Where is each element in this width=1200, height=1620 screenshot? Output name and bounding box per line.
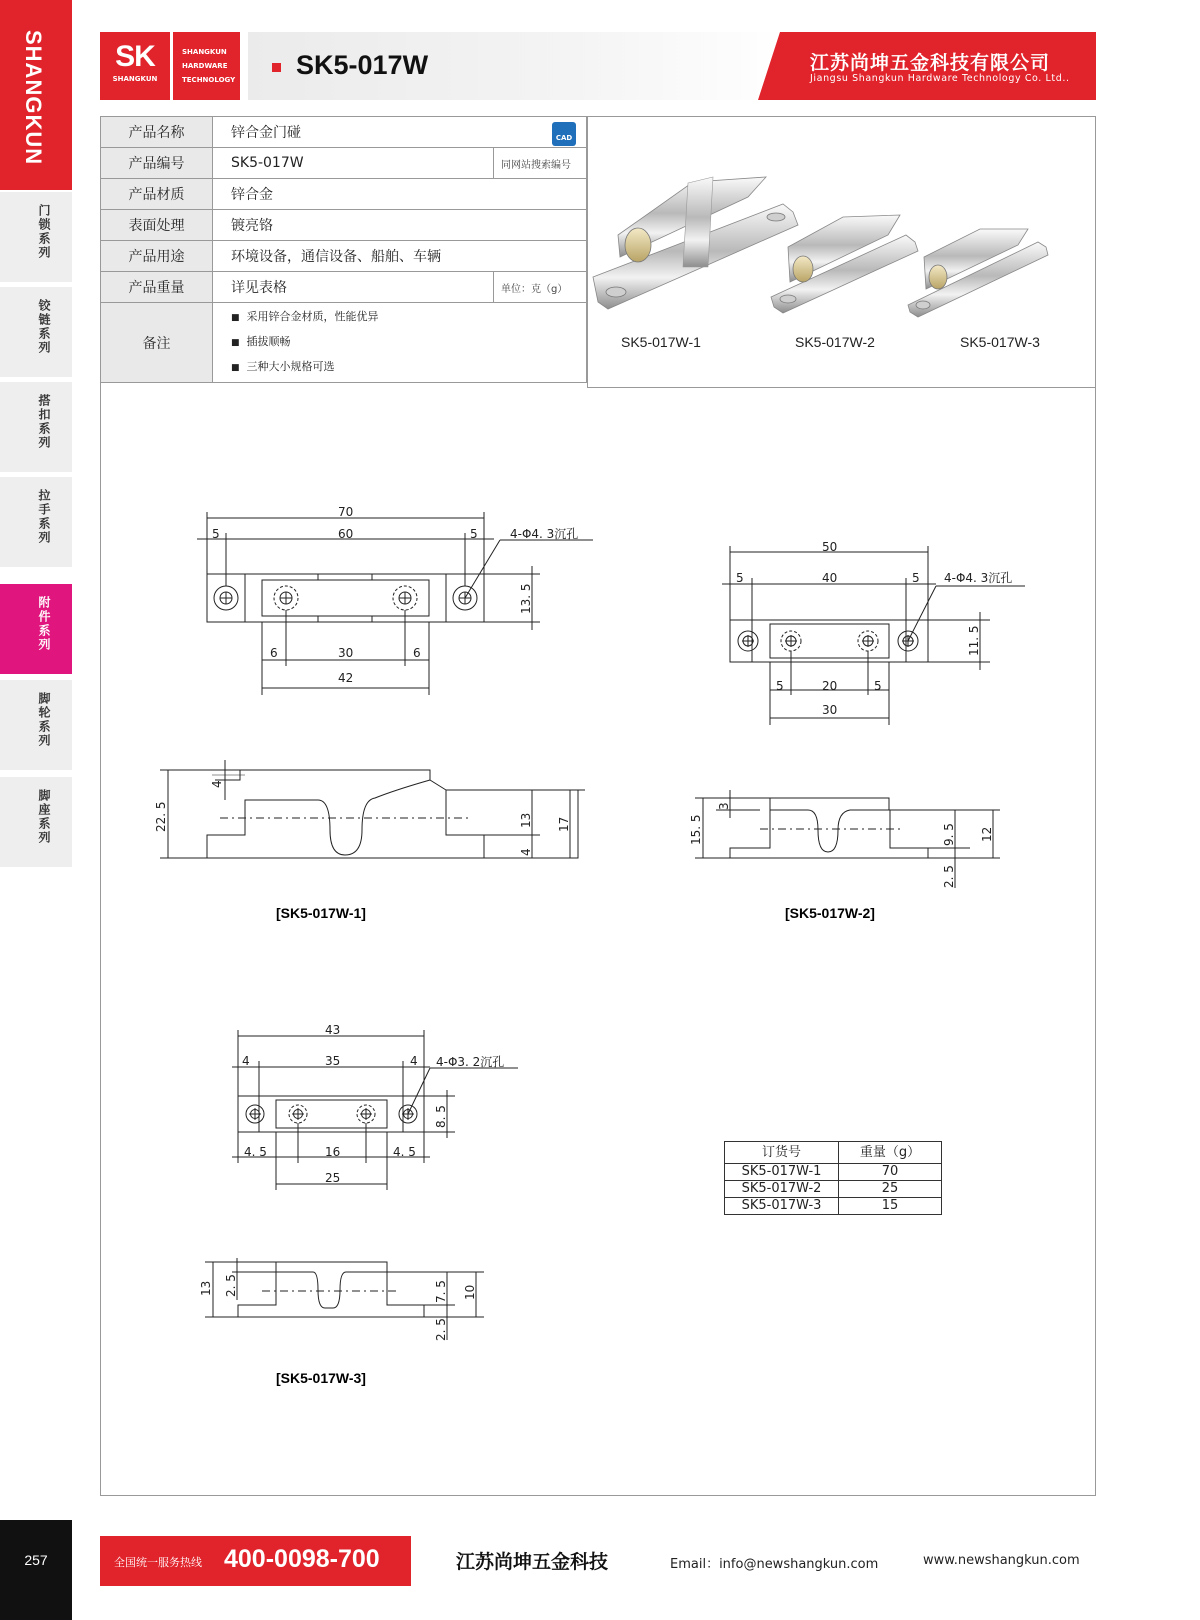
weight-value: 70 <box>839 1164 942 1181</box>
dim-label: 43 <box>325 1023 341 1037</box>
dim-note: 4-Φ4. 3沉孔 <box>944 571 1013 585</box>
dim-label: 22. 5 <box>154 801 168 832</box>
spec-side-note: 同网站搜索编号 <box>494 148 587 179</box>
spec-label: 产品用途 <box>101 241 213 272</box>
brand-vertical-text: SHANGKUN <box>21 30 46 166</box>
dim-label: 5 <box>470 527 478 541</box>
order-no: SK5-017W-2 <box>725 1181 839 1198</box>
dim-label: 42 <box>338 671 354 685</box>
footer-company: 江苏尚坤五金科技 <box>456 1551 609 1573</box>
dim-label: 50 <box>822 540 838 554</box>
drawing-3-plan <box>232 1030 518 1190</box>
sidebar-tab-label: 附件系列 <box>37 596 51 652</box>
table-row <box>725 1181 942 1198</box>
spec-label: 产品材质 <box>101 179 213 210</box>
dim-label: 16 <box>325 1145 341 1159</box>
dim-label: 20 <box>822 679 838 693</box>
note-item: ■ 插拔顺畅 <box>231 330 586 355</box>
sidebar-tab-label: 脚座系列 <box>37 789 51 845</box>
dim-label: 7. 5 <box>434 1280 448 1303</box>
drawing-caption-3: [SK5-017W-3] <box>276 1370 366 1386</box>
product-label-2: SK5-017W-2 <box>795 334 875 350</box>
dim-label: 4. 5 <box>393 1145 416 1159</box>
weight-table <box>724 1141 942 1215</box>
sidebar-tab-label: 脚轮系列 <box>37 692 51 748</box>
company-name-cn: 江苏尚坤五金科技有限公司 <box>810 52 1051 74</box>
dim-label: 9. 5 <box>942 823 956 846</box>
spec-label: 备注 <box>101 303 213 383</box>
dim-label: 4 <box>210 780 224 788</box>
dim-label: 5 <box>212 527 220 541</box>
dim-label: 70 <box>338 505 354 519</box>
dim-label: 30 <box>338 646 354 660</box>
logo-word: SHANGKUN <box>182 48 227 56</box>
footer-email-link[interactable]: Email：info@newshangkun.com <box>670 1557 879 1572</box>
dim-label: 3 <box>717 802 731 810</box>
sidebar-tab-label: 门锁系列 <box>37 204 51 260</box>
drawing-1-side <box>160 760 585 858</box>
dim-label: 5 <box>912 571 920 585</box>
dim-label: 6 <box>413 646 421 660</box>
dim-label: 4 <box>519 848 533 856</box>
product-label-3: SK5-017W-3 <box>960 334 1040 350</box>
dim-label: 13 <box>519 812 533 828</box>
footer-website-link[interactable]: www.newshangkun.com <box>923 1553 1080 1568</box>
dim-label: 35 <box>325 1054 341 1068</box>
sidebar-tab-label: 铰链系列 <box>37 299 51 355</box>
spec-label: 表面处理 <box>101 210 213 241</box>
dim-label: 8. 5 <box>434 1105 448 1128</box>
dim-label: 13. 5 <box>519 583 533 614</box>
order-no: SK5-017W-1 <box>725 1164 839 1181</box>
page-title: SK5-017W <box>296 50 429 80</box>
spec-label: 产品名称 <box>101 117 213 148</box>
order-no: SK5-017W-3 <box>725 1198 839 1215</box>
drawing-caption-1: [SK5-017W-1] <box>276 905 366 921</box>
spec-value: SK5-017W <box>213 148 494 179</box>
note-item: ■ 三种大小规格可选 <box>231 355 586 380</box>
dim-label: 17 <box>557 816 571 832</box>
weight-col-header: 订货号 <box>725 1142 839 1164</box>
dim-label: 5 <box>736 571 744 585</box>
dim-label: 12 <box>980 826 994 842</box>
logo-word: TECHNOLOGY <box>182 76 236 84</box>
spec-value: 详见表格 <box>213 272 494 303</box>
dim-label: 13 <box>199 1280 213 1296</box>
logo-mark-text: SK <box>115 40 155 73</box>
dim-label: 15. 5 <box>689 814 703 845</box>
table-row <box>725 1164 942 1181</box>
weight-value: 15 <box>839 1198 942 1215</box>
note-item: ■ 采用锌合金材质，性能优异 <box>231 305 586 330</box>
spec-value: 锌合金 <box>213 179 587 210</box>
dim-label: 60 <box>338 527 354 541</box>
dim-label: 2. 5 <box>942 865 956 888</box>
dim-label: 4. 5 <box>244 1145 267 1159</box>
weight-table-header <box>725 1142 942 1164</box>
spec-value: 环境设备，通信设备、船舶、车辆 <box>213 241 587 272</box>
dim-label: 2. 5 <box>434 1318 448 1341</box>
weight-value: 25 <box>839 1181 942 1198</box>
dim-label: 4 <box>410 1054 418 1068</box>
dim-label: 5 <box>776 679 784 693</box>
dim-label: 25 <box>325 1171 341 1185</box>
spec-label: 产品编号 <box>101 148 213 179</box>
drawing-caption-2: [SK5-017W-2] <box>785 905 875 921</box>
spec-label: 产品重量 <box>101 272 213 303</box>
company-name-en: Jiangsu Shangkun Hardware Technology Co. Ltd.. <box>810 73 1070 84</box>
logo-mark-sub: SHANGKUN <box>112 75 158 83</box>
sidebar-tab-label: 拉手系列 <box>37 489 51 545</box>
product-label-1: SK5-017W-1 <box>621 334 701 350</box>
dim-label: 11. 5 <box>967 625 981 656</box>
dim-label: 40 <box>822 571 838 585</box>
spec-value: 锌合金门碰 <box>213 117 587 148</box>
page-number: 257 <box>24 1552 48 1568</box>
dim-label: 4 <box>242 1054 250 1068</box>
dim-note: 4-Φ4. 3沉孔 <box>510 527 579 541</box>
cad-download-icon[interactable]: CAD <box>552 122 576 146</box>
logo-word: HARDWARE <box>182 62 228 70</box>
spec-side-note: 单位：克（g） <box>494 272 587 303</box>
hotline-label: 全国统一服务热线 <box>114 1556 202 1569</box>
dim-label: 30 <box>822 703 838 717</box>
sidebar-tab-label: 搭扣系列 <box>37 394 51 450</box>
dim-note: 4-Φ3. 2沉孔 <box>436 1055 505 1069</box>
weight-col-header: 重量（g） <box>839 1142 942 1164</box>
table-row <box>725 1198 942 1215</box>
dim-label: 10 <box>463 1284 477 1300</box>
dim-label: 2. 5 <box>224 1274 238 1297</box>
hotline-number[interactable]: 400-0098-700 <box>224 1545 380 1573</box>
dim-label: 5 <box>874 679 882 693</box>
dim-label: 6 <box>270 646 278 660</box>
spec-value: 镀亮铬 <box>213 210 587 241</box>
